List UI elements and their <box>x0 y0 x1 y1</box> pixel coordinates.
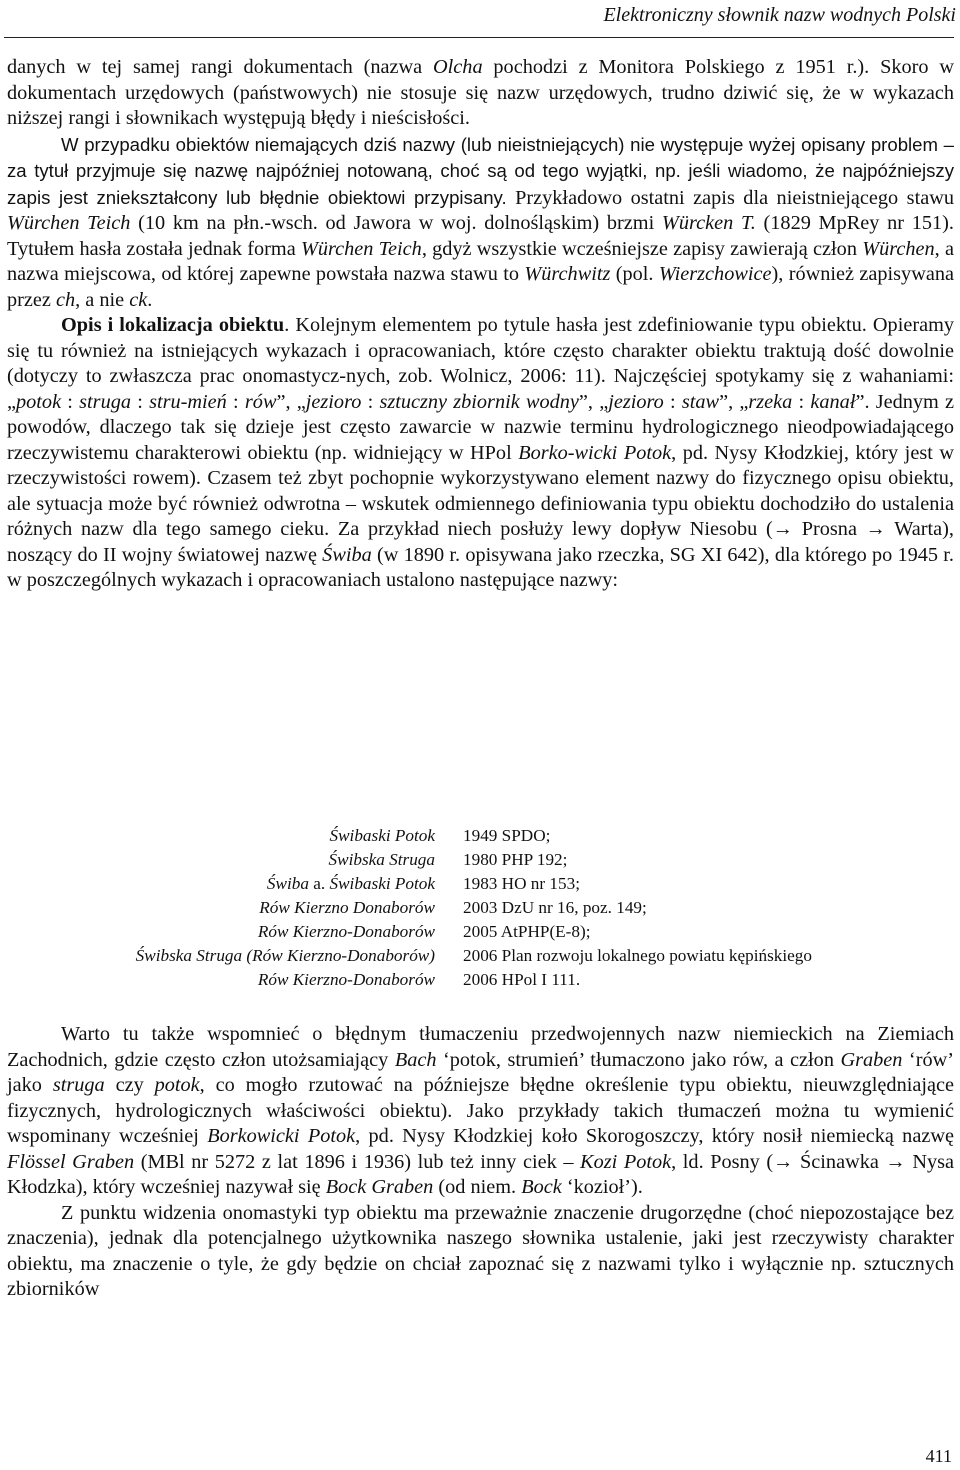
paragraph-2: W przypadku obiektów niemających dziś nazwy (lub nieistniejących) nie występuje wyżej opisany problem – za tytuł przyjmuje się nazwę najpóźniej notowaną, choć są od tego wyjątki, np. jeśli wiadomo, że najpóźniejszy zapis jest zniekształcony lub błędnie obiektowi przypisany. Przykładowo ostatni zapis dla nieistniejącego stawu Würchen Teich (10 km na płn.-wsch. od Jawora w woj. dolnośląskim) brzmi Würcken T. (1829 MpRey nr 151). Tytułem hasła została jednak forma Würchen Teich, gdyż wszystkie wcześniejsze zapisy zawierają człon Würchen, a nazwa miejscowa, od której zapewne powstała nazwa stawu to Würchwitz (pol. Wierzchowice), również zapisywana przez ch, a nie ck. <box>7 133 954 311</box>
table-row <box>0 968 960 992</box>
table-name-cell: Świbska Struga (Rów Kierzno-Donaborów) <box>135 946 435 965</box>
table-row <box>0 896 960 920</box>
table-source-cell: 1980 PHP 192; <box>463 850 568 869</box>
table-name-part: Świba <box>266 874 309 893</box>
table-source-cell: 2003 DzU nr 16, poz. 149; <box>463 898 647 917</box>
table-name-conjunction: a. <box>308 874 330 893</box>
paragraph-5: Z punktu widzenia onomastyki typ obiektu ma przeważnie znaczenie drugorzędne (choć niepozostające bez znaczenia), jednak dla potencjalnego użytkownika naszego słownika ustalenie, jaki jest rzeczywisty charakter obiektu, ma znaczenie o tyle, że gdy będzie on chciał zapoznać się z nazwami tylko i wyłącznie np. sztucznych zbiorników <box>7 1201 954 1300</box>
table-source-cell: 2006 Plan rozwoju lokalnego powiatu kępińskiego <box>463 946 812 965</box>
table-name-cell: Świbska Struga <box>328 850 435 869</box>
table-source-cell: 1949 SPDO; <box>463 826 551 845</box>
table-name-cell: Rów Kierzno-Donaborów <box>257 970 435 989</box>
table-row <box>0 920 960 944</box>
paragraph-3: Opis i lokalizacja obiektu. Kolejnym elementem po tytule hasła jest zdefiniowanie typu obiektu. Opieramy się tu również na istniejących wykazach i opracowaniach, które często charakter obiektu traktują dość dowolnie (dotyczy to zwłaszcza prac onomastycz-nych, zob. Wolnicz, 2006: 11). Najczęściej spotykamy się z wahaniami: „potok : struga : stru-mień : rów”, „jezioro : sztuczny zbiornik wodny”, „jezioro : staw”, „rzeka : kanał”. Jednym z powodów, dlaczego tak się dzieje jest często zawarcie w nazwie terminu hydrologicznego nieodpowiadającego rzeczywistemu charakterowi obiektu (np. widniejący w HPol Borko-wicki Potok, pd. Nysy Kłodzkiej, który jest w rzeczywistości rowem). Czasem też zbyt pochopnie wykorzystywano element nazwy do fizycznego opisu obiektu, ale sytuacja może być również odwrotna – wskutek odmiennego definiowania typu obiektu dochodziło do ustalenia różnych nazw dla tego samego cieku. Za przykład niech posłuży lewy dopływ Niesobu (→ Prosna → Warta), noszący do II wojny światowej nazwę Świba (w 1890 r. opisywana jako rzeczka, SG XI 642), dla którego po 1945 r. w poszczególnych wykazach i opracowaniach ustalono następujące nazwy: <box>7 314 955 591</box>
header-rule <box>4 37 954 38</box>
running-header: Elektroniczny słownik nazw wodnych Polski <box>603 4 956 26</box>
main-text-block-2 <box>7 1022 954 1303</box>
main-text-block <box>7 55 954 594</box>
table-row <box>0 944 960 968</box>
table-name-cell <box>267 872 435 896</box>
table-source-cell: 2006 HPol I 111. <box>463 970 581 989</box>
table-row <box>0 848 960 872</box>
table-source-cell: 1983 HO nr 153; <box>463 874 580 893</box>
table-name-cell: Świbaski Potok <box>329 826 435 845</box>
table-name-cell: Rów Kierzno Donaborów <box>259 898 435 917</box>
table-name-part: Świbaski Potok <box>329 874 435 893</box>
table-name-cell: Rów Kierzno-Donaborów <box>257 922 435 941</box>
page-number: 411 <box>925 1446 952 1466</box>
paragraph-4: Warto tu także wspomnieć o błędnym tłumaczeniu przedwojennych nazw niemieckich na Ziemiach Zachodnich, gdzie często człon utożsamiający Bach ‘potok, strumień’ tłumaczono jako rów, a człon Graben ‘rów’ jako struga czy potok, co mogło rzutować na późniejsze błędne określenie typu obiektu, nieuwzględniające fizycznych, hydrologicznych właściwości obiektu). Jako przykłady takich tłumaczeń można tu wymienić wspominany wcześniej Borkowicki Potok, pd. Nysy Kłodzkiej koło Skorogoszczy, który nosił niemiecką nazwę Flössel Graben (MBl nr 5272 z lat 1896 i 1936) lub też inny ciek – Kozi Potok, ld. Posny (→ Ścinawka → Nysa Kłodzka), który wcześniej nazywał się Bock Graben (od niem. Bock ‘kozioł’). <box>7 1023 954 1198</box>
table-row <box>0 824 960 848</box>
table-source-cell: 2005 AtPHP(E-8); <box>463 922 591 941</box>
paragraph-1: danych w tej samej rangi dokumentach (nazwa Olcha pochodzi z Monitora Polskiego z 1951 r.). Skoro w dokumentach urzędowych (państwowych) nie stosuje się nazw urzędowych, trudno dziwić się, że w wykazach niższej rangi i słownikach występują błędy i nieścisłości. <box>7 56 954 129</box>
table-row <box>0 872 960 896</box>
name-history-table <box>0 824 960 992</box>
